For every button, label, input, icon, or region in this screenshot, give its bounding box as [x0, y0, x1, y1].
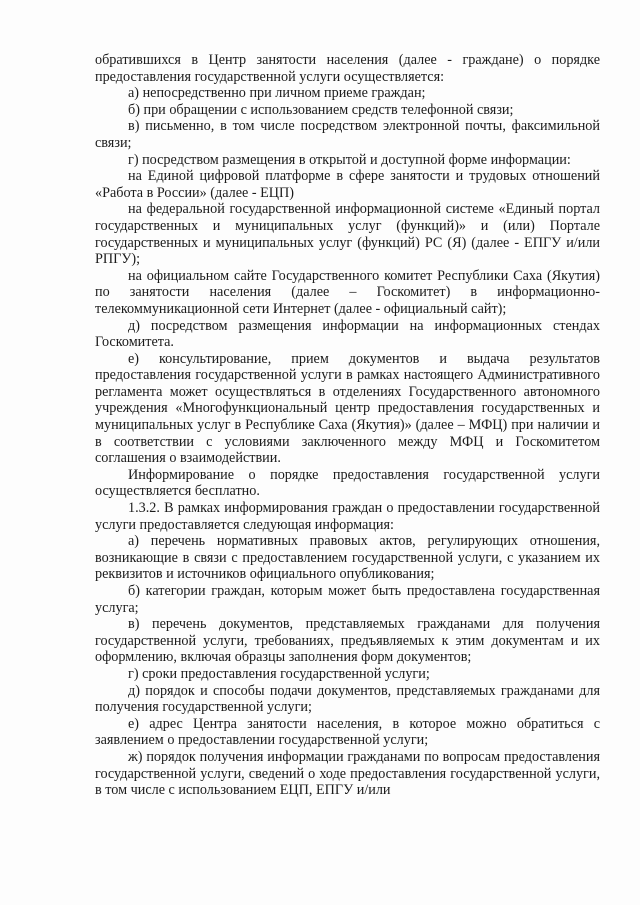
paragraph: а) непосредственно при личном приеме граждан; [128, 85, 426, 102]
paragraph: Информирование о порядке предоставления государственной услуги осуществляется бесплатно. [95, 466, 600, 500]
paragraph: 1.3.2. В рамках информирования граждан о предоставлении государственной услуги предоставляется следующая информация: [95, 500, 600, 533]
paragraph: д) порядок и способы подачи документов, представляемых гражданами для получения государственной услуги; [95, 682, 600, 716]
paragraph: на федеральной государственной информационной системе «Единый портал государственных и муниципальных услуг (функций)» и (или) Портале государственных и муниципальных услуг (функций) РС (Я) (далее - ЕПГУ и/или РПГУ); [95, 201, 600, 268]
paragraph: е) адрес Центра занятости населения, в которое можно обратиться с заявлением о предоставлении государственной услуги; [95, 715, 600, 749]
paragraph: обратившихся в Центр занятости населения (далее - граждане) о порядке предоставления государственной услуги осуществляется: [95, 52, 600, 85]
paragraph: г) сроки предоставления государственной услуги; [128, 665, 430, 682]
paragraph: е) консультирование, прием документов и выдача результатов предоставления государственной услуги в рамках настоящего Административного регламента может осуществляться в отделениях Государственного автономного учреждения «Многофункциональный центр предоставления государственных и муниципальных услуг в Республике Саха (Якутия)» (далее – МФЦ) при наличии и в соответствии с условиями заключенного между МФЦ и Госкомитетом соглашения о взаимодействии. [95, 350, 600, 467]
paragraph: а) перечень нормативных правовых актов, регулирующих отношения, возникающие в связи с предоставлением государственной услуги, с указанием их реквизитов и источников официального опубликования; [95, 533, 600, 583]
paragraph: б) при обращении с использованием средств телефонной связи; [128, 101, 514, 118]
document-body [95, 52, 600, 799]
paragraph: на Единой цифровой платформе в сфере занятости и трудовых отношений «Работа в России» (далее - ЕЦП) [95, 168, 600, 201]
paragraph: д) посредством размещения информации на информационных стендах Госкомитета. [95, 317, 600, 351]
paragraph: г) посредством размещения в открытой и доступной форме информации: [128, 151, 571, 168]
paragraph: б) категории граждан, которым может быть предоставлена государственная услуга; [95, 583, 600, 616]
paragraph: в) перечень документов, представляемых гражданами для получения государственной услуги, требованиях, предъявляемых к этим документам и их оформлению, включая образцы заполнения форм документов; [95, 616, 600, 666]
paragraph: в) письменно, в том числе посредством электронной почты, факсимильной связи; [95, 118, 600, 151]
paragraph: на официальном сайте Государственного комитет Республики Саха (Якутия) по занятости населения (далее – Госкомитет) в информационно-телекоммуникационной сети Интернет (далее - официальный сайт); [95, 267, 600, 317]
paragraph: ж) порядок получения информации гражданами по вопросам предоставления государственной услуги, сведений о ходе предоставления государственной услуги, в том числе с использованием ЕЦП, ЕПГУ и/или [95, 748, 600, 799]
